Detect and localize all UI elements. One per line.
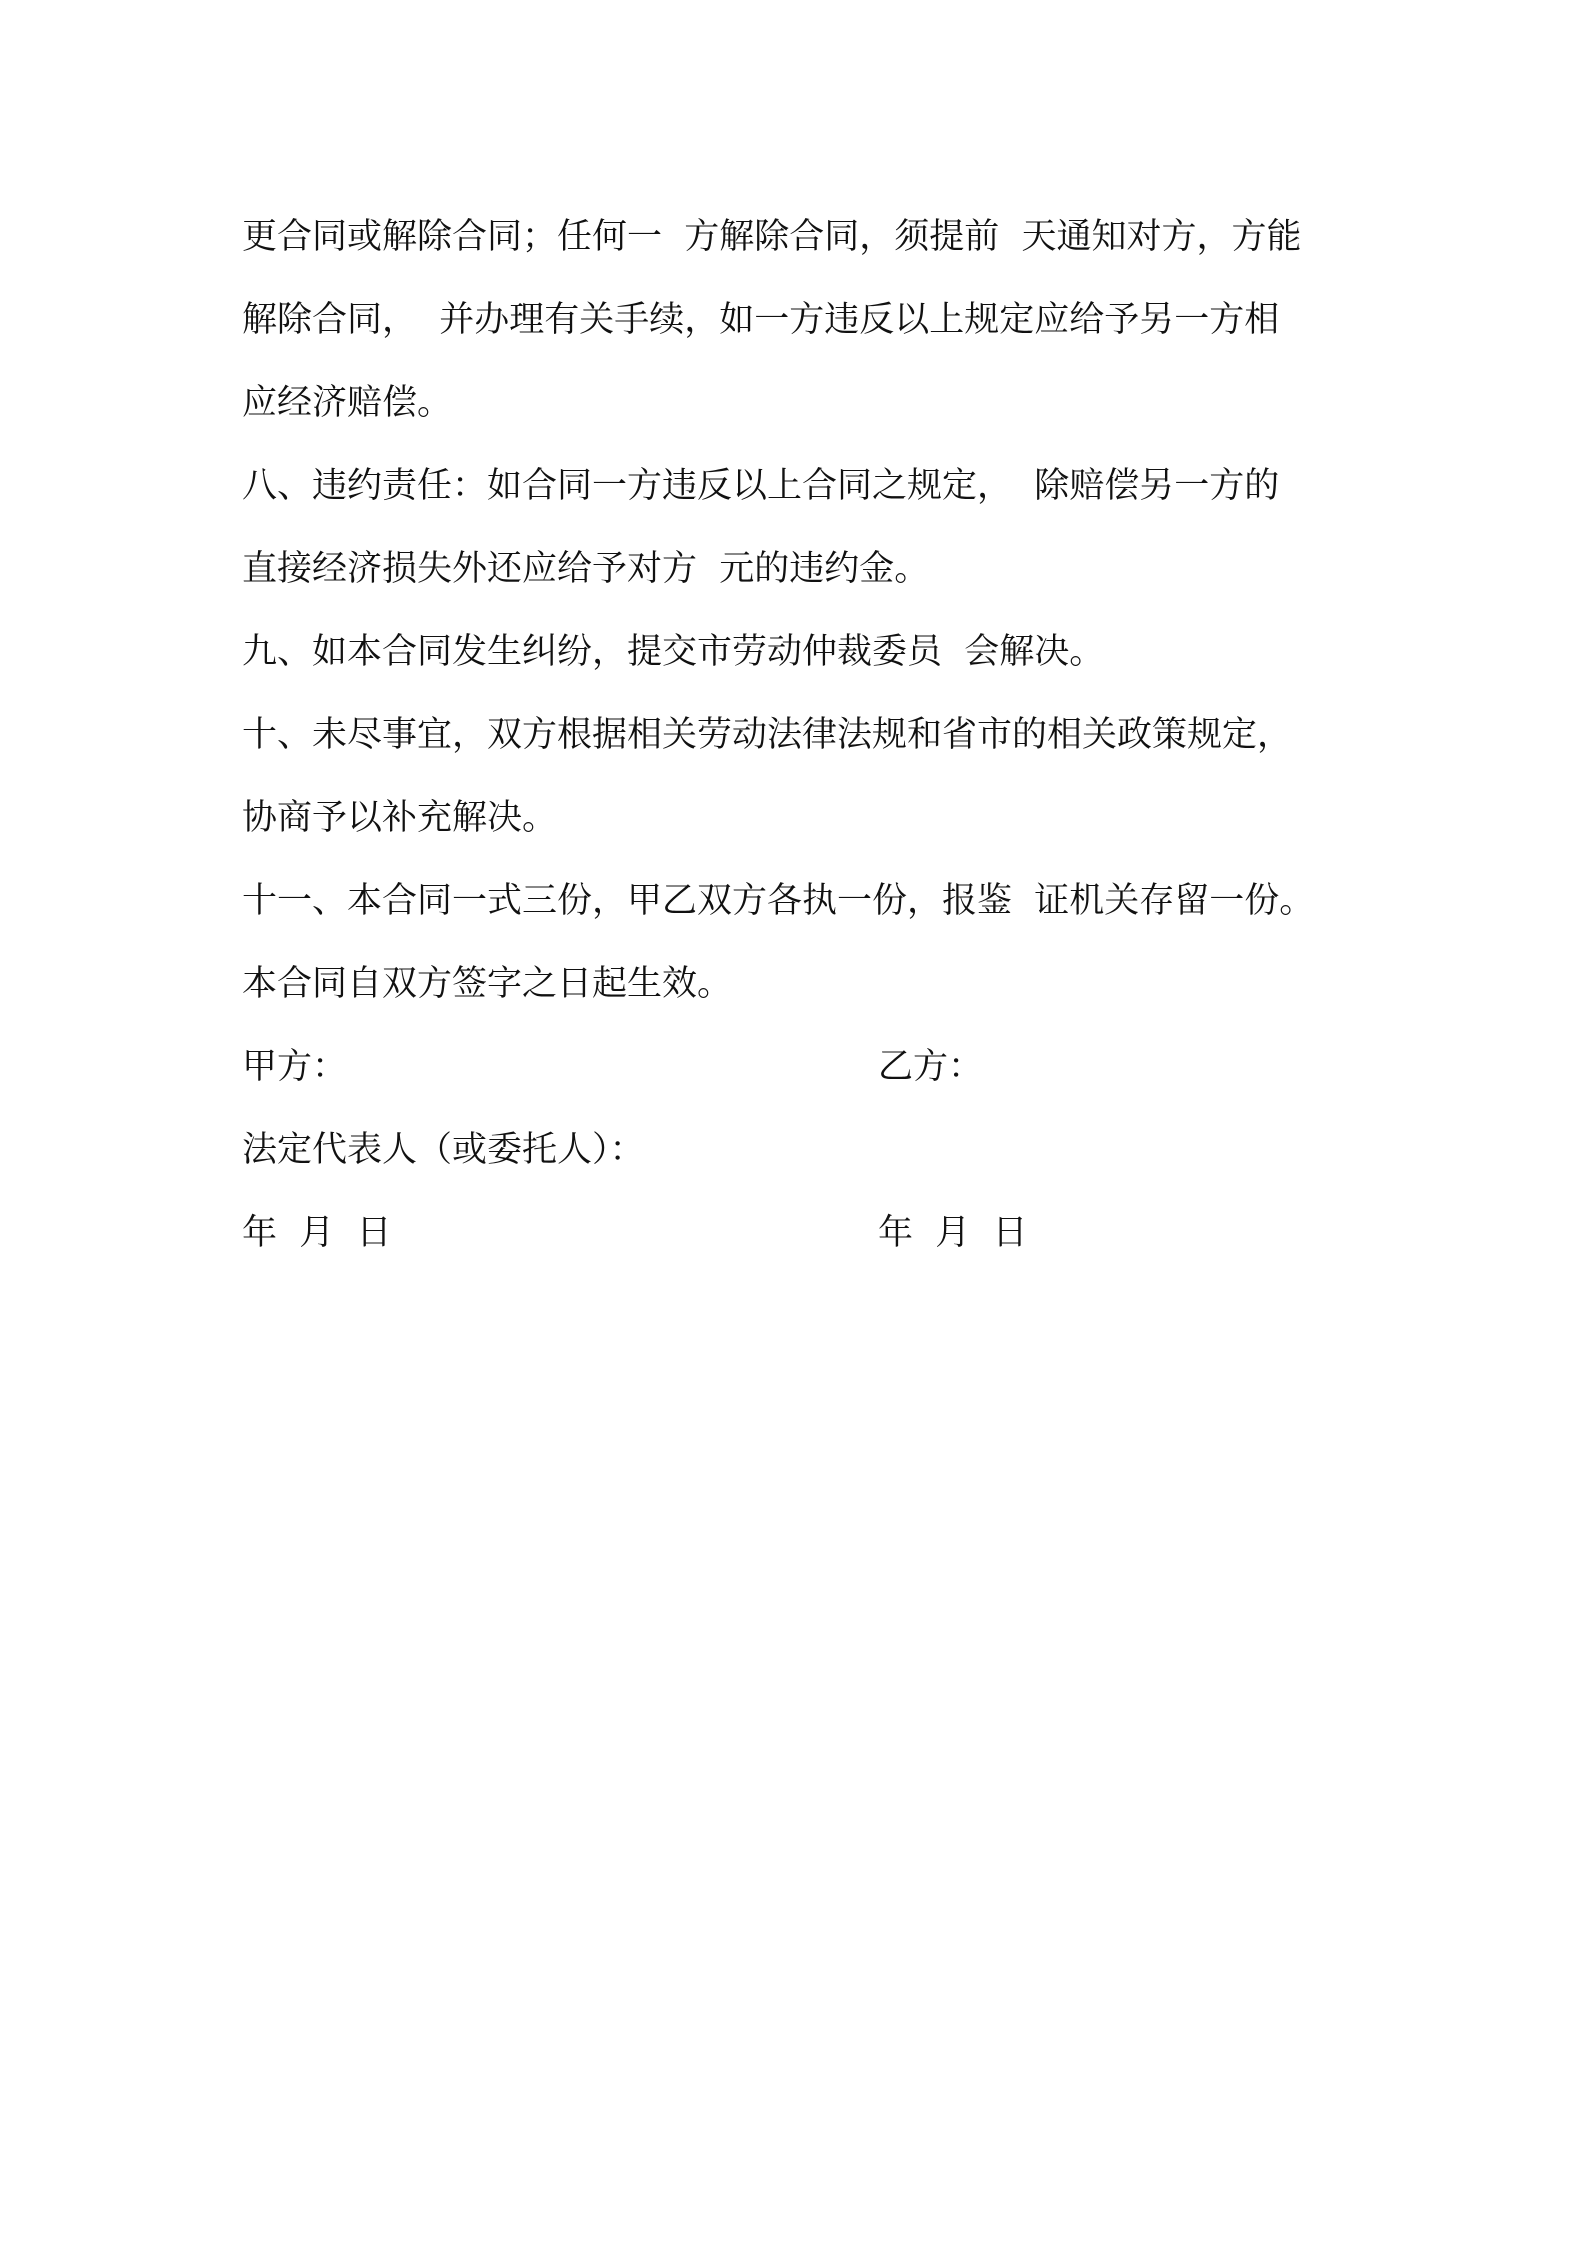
contract-line-1: 更合同或解除合同；任何一 方解除合同，须提前 天通知对方，方能 — [242, 217, 1302, 257]
legal-rep-label: 法定代表人（或委托人）： — [242, 1130, 645, 1170]
clause-11-line-1: 十一、本合同一式三份，甲乙双方各执一份，报鉴 证机关存留一份。 — [242, 881, 1315, 921]
signature-parties-row — [242, 1026, 1382, 1109]
clause-8-line-1: 八、违约责任：如合同一方违反以上合同之规定， 除赔偿另一方的 — [242, 466, 1280, 506]
party-b-label: 乙方： — [878, 1047, 984, 1087]
clause-10-line-1: 十、未尽事宜，双方根据相关劳动法律法规和省市的相关政策规定， — [242, 715, 1293, 755]
clause-8-line-2: 直接经济损失外还应给予对方 元的违约金。 — [242, 549, 930, 589]
clause-11-line-2: 本合同自双方签字之日起生效。 — [242, 964, 733, 1004]
party-a-date: 年 月 日 — [242, 1213, 392, 1253]
contract-line-2: 解除合同， 并办理有关手续，如一方违反以上规定应给予另一方相 — [242, 300, 1280, 340]
legal-rep-row — [242, 1109, 1382, 1192]
contract-line-3: 应经济赔偿。 — [242, 383, 453, 423]
contract-body — [242, 196, 1382, 1275]
party-a-label: 甲方： — [242, 1047, 348, 1087]
clause-10-line-2: 协商予以补充解决。 — [242, 798, 558, 838]
clause-9: 九、如本合同发生纠纷，提交市劳动仲裁委员 会解决。 — [242, 632, 1105, 672]
signature-date-row — [242, 1192, 1382, 1275]
party-b-date: 年 月 日 — [878, 1213, 1028, 1253]
